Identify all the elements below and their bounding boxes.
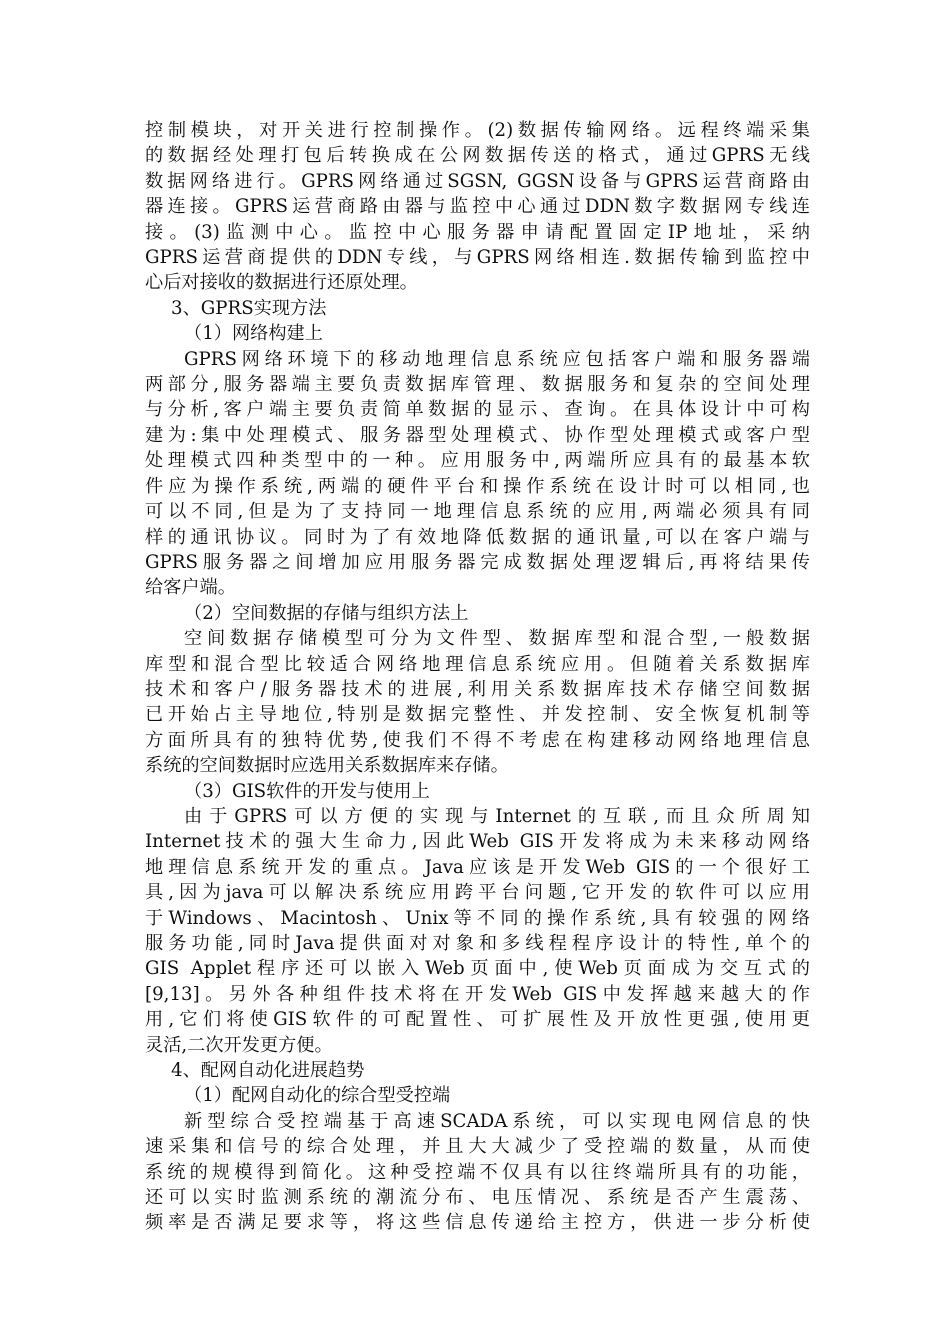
text-line: GPRS运营商提供的DDN专线，与GPRS网络相连.数据传输到监控中	[145, 247, 810, 269]
text-line: 于Windows、Macintosh、Unix等不同的操作系统,具有较强的网络	[145, 907, 810, 929]
text-line: [9,13]。另外各种组件技术将在开发Web GIS中发挥越来越大的作	[145, 983, 810, 1005]
text-line: 与分析,客户端主要负责简单数据的显示、查询。在具体设计中可构	[145, 399, 810, 421]
text-line: 4、配网自动化进展趋势	[171, 1060, 365, 1082]
text-line: （1）配网自动化的综合型受控端	[184, 1085, 451, 1107]
text-line: 心后对接收的数据进行还原处理。	[145, 272, 418, 294]
text-line: 已开始占主导地位,特别是数据完整性、并发控制、安全恢复机制等	[145, 704, 810, 726]
text-line: 控制模块，对开关进行控制操作。(2)数据传输网络。远程终端采集	[145, 120, 810, 141]
text-line: 灵活,二次开发更方便。	[145, 1034, 333, 1056]
text-line: 给客户端。	[145, 577, 236, 599]
text-line: （3）GIS软件的开发与使用上	[184, 780, 430, 802]
text-line: 器连接。GPRS运营商路由器与监控中心通过DDN数字数据网专线连	[145, 196, 810, 218]
text-line: 样的通讯协议。同时为了有效地降低数据的通讯量,可以在客户端与	[145, 526, 810, 548]
text-line: 数据网络进行。GPRS网络通过SGSN, GGSN设备与GPRS运营商路由	[145, 170, 810, 192]
text-line: 件应为操作系统,两端的硬件平台和操作系统在设计时可以相同,也	[145, 475, 810, 497]
text-line: 接。(3)监测中心。监控中心服务器申请配置固定IP地址，采纳	[145, 221, 810, 243]
text-line: 地理信息系统开发的重点。Java应该是开发Web GIS的一个很好工	[145, 856, 810, 878]
text-line: GIS Applet程序还可以嵌入Web页面中,使Web页面成为交互式的	[145, 958, 810, 980]
text-line: 处理模式四种类型中的一种。应用服务中,两端所应具有的最基本软	[145, 450, 810, 472]
text-line: 服务功能,同时Java提供面对对象和多线程程序设计的特性,单个的	[145, 933, 810, 954]
text-line: GPRS网络环境下的移动地理信息系统应包括客户端和服务器端	[184, 348, 810, 370]
text-line: 系统的空间数据时应选用关系数据库来存储。	[145, 755, 509, 777]
text-line: 新型综合受控端基于高速SCADA系统，可以实现电网信息的快	[184, 1110, 810, 1132]
text-line: 技术和客户/服务器技术的进展,利用关系数据库技术存储空间数据	[145, 678, 810, 700]
text-line: 的数据经处理打包后转换成在公网数据传送的格式，通过GPRS无线	[145, 145, 810, 167]
text-line: 具,因为java可以解决系统应用跨平台问题,它开发的软件可以应用	[145, 882, 810, 904]
text-line: （2）空间数据的存储与组织方法上	[184, 602, 469, 624]
text-line: 速采集和信号的综合处理，并且大大减少了受控端的数量，从而使	[145, 1136, 810, 1158]
text-line: 可以不同,但是为了支持同一地理信息系统的应用,两端必须具有同	[145, 501, 810, 523]
text-line: 还可以实时监测系统的潮流分布、电压情况、系统是否产生震荡、	[145, 1187, 810, 1209]
text-line: 系统的规模得到简化。这种受控端不仅具有以往终端所具有的功能，	[145, 1161, 810, 1183]
text-line: 频率是否满足要求等，将这些信息传递给主控方，供进一步分析使	[145, 1212, 810, 1234]
text-line: 3、GPRS实现方法	[171, 297, 327, 319]
text-line: （1）网络构建上	[184, 323, 323, 345]
text-line: 空间数据存储模型可分为文件型、数据库型和混合型,一般数据	[184, 628, 810, 650]
text-line: 建为:集中处理模式、服务器型处理模式、协作型处理模式或客户型	[145, 424, 810, 446]
text-line: Internet技术的强大生命力,因此Web GIS开发将成为未来移动网络	[145, 831, 810, 853]
text-line: 方面所具有的独特优势,使我们不得不考虑在构建移动网络地理信息	[145, 729, 810, 751]
text-line: 两部分,服务器端主要负责数据库管理、数据服务和复杂的空间处理	[145, 374, 810, 396]
text-line: 用,它们将使GIS软件的可配置性、可扩展性及开放性更强,使用更	[145, 1009, 810, 1031]
document-page	[145, 118, 810, 1236]
text-line: GPRS服务器之间增加应用服务器完成数据处理逻辑后,再将结果传	[145, 551, 810, 573]
text-line: 由于GPRS可以方便的实现与Internet的互联,而且众所周知	[184, 805, 810, 827]
text-line: 库型和混合型比较适合网络地理信息系统应用。但随着关系数据库	[145, 653, 810, 675]
